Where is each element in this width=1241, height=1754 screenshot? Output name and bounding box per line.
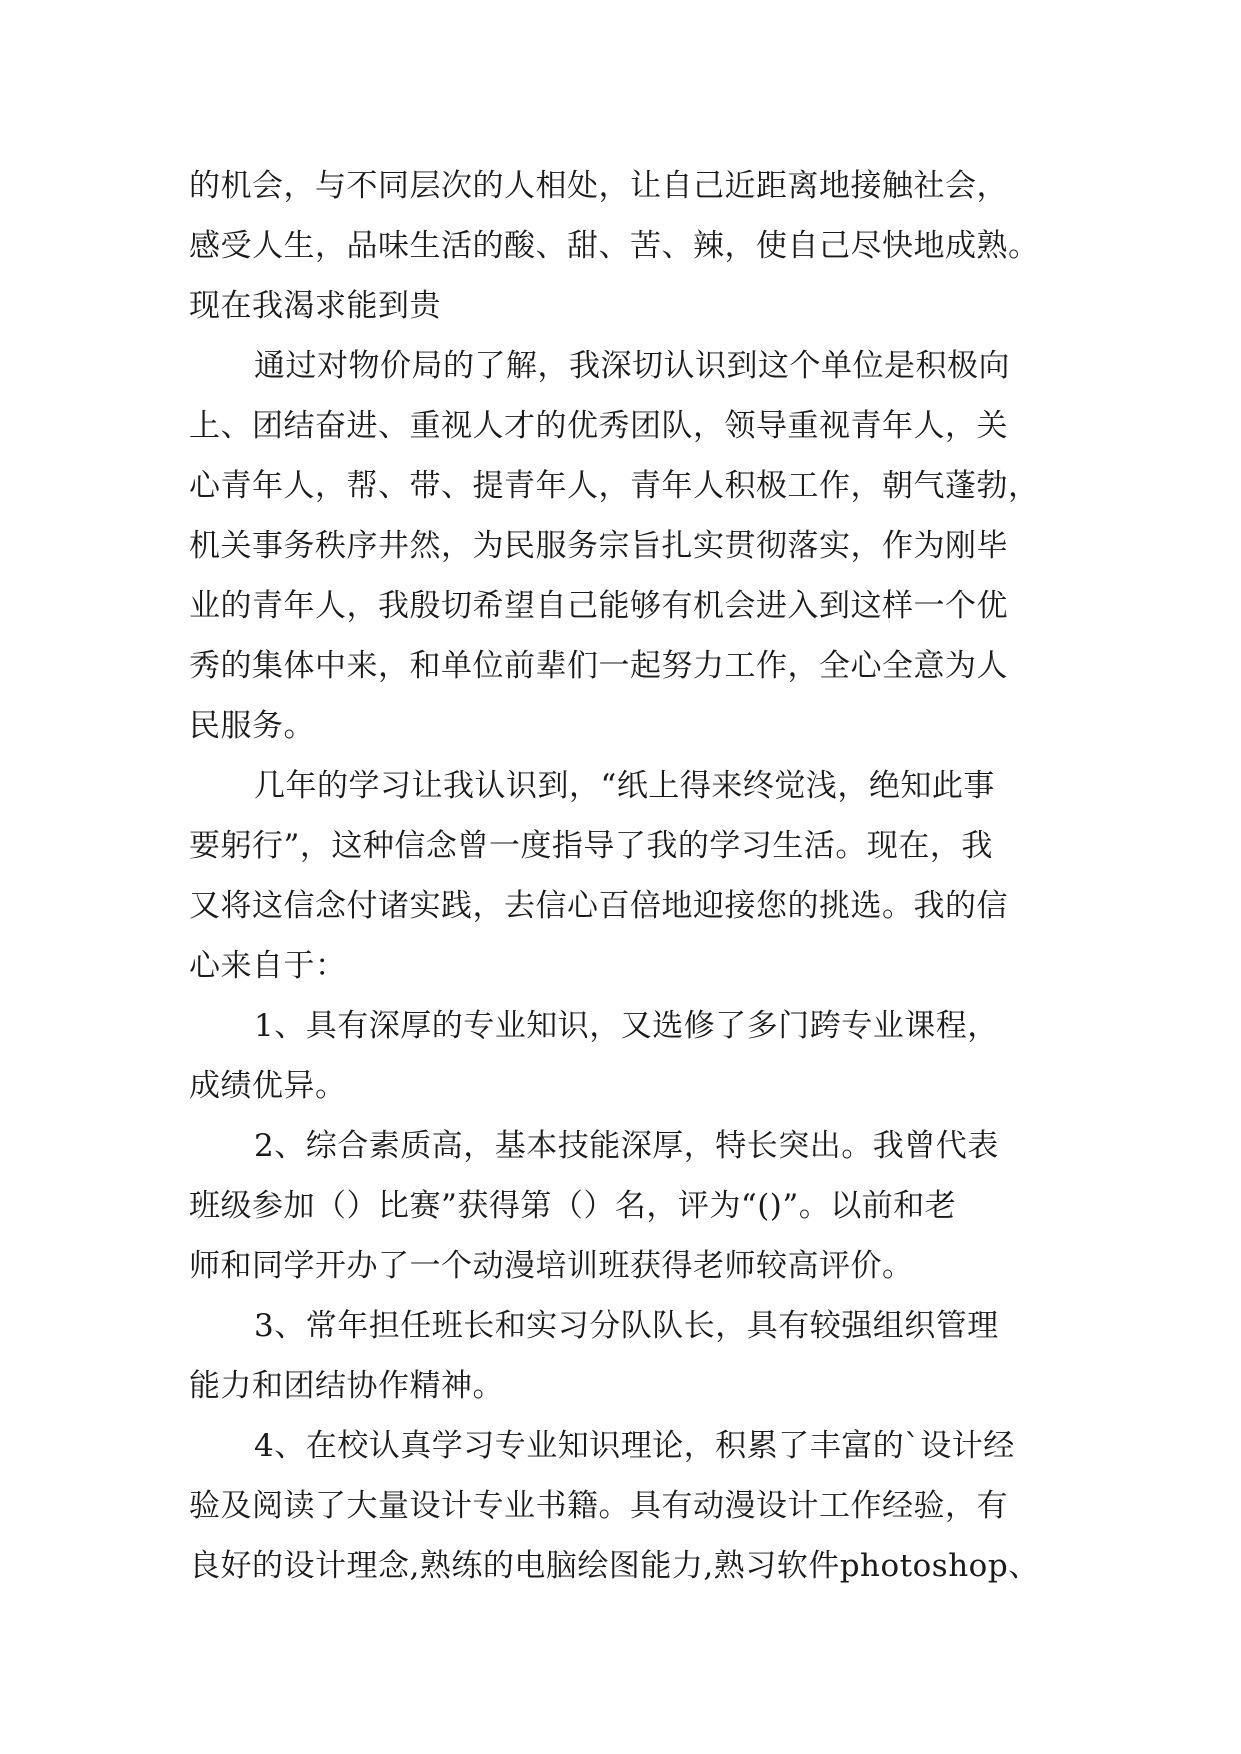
text-line: 师和同学开办了一个动漫培训班获得老师较高评价。 [189,1248,914,1284]
paragraph-first-line: 通过对物价局的了解，我深切认识到这个单位是积极向 [254,348,1010,384]
text-line: 感受人生，品味生活的酸、甜、苦、辣，使自己尽快地成熟。 [189,228,1040,264]
text-line: 机关事务秩序井然，为民服务宗旨扎实贯彻落实，作为刚毕 [189,528,1008,564]
list-item-first-line: 1、具有深厚的专业知识，又选修了多门跨专业课程， [254,1008,999,1044]
text-line: 业的青年人，我殷切希望自己能够有机会进入到这样一个优 [189,588,1008,624]
text-line: 上、团结奋进、重视人才的优秀团队，领导重视青年人，关 [189,408,1008,444]
list-item-first-line: 4、在校认真学习专业知识理论，积累了丰富的`设计经 [254,1428,1015,1464]
text-line: 心青年人，帮、带、提青年人，青年人积极工作，朝气蓬勃， [189,468,1040,504]
text-line: 现在我渴求能到贵 [189,288,441,324]
text-line: 又将这信念付诸实践，去信心百倍地迎接您的挑选。我的信 [189,888,1008,924]
text-line: 成绩优异。 [189,1068,347,1104]
text-line: 要躬行”，这种信念曾一度指导了我的学习生活。现在，我 [189,828,993,864]
text-line: 秀的集体中来，和单位前辈们一起努力工作，全心全意为人 [189,648,1008,684]
text-line: 验及阅读了大量设计专业书籍。具有动漫设计工作经验，有 [189,1488,1008,1524]
text-line: 班级参加（）比赛”获得第（）名，评为“()”。以前和老 [189,1188,957,1224]
list-item-first-line: 2、综合素质高，基本技能深厚，特长突出。我曾代表 [254,1128,999,1164]
paragraph-first-line: 几年的学习让我认识到，“纸上得来终觉浅，绝知此事 [254,768,995,804]
text-line: 能力和团结协作精神。 [189,1368,504,1404]
text-line: 心来自于： [189,948,347,984]
text-line: 民服务。 [189,708,315,744]
text-line: 良好的设计理念,熟练的电脑绘图能力,熟习软件photoshop、 [189,1548,1040,1584]
list-item-first-line: 3、常年担任班长和实习分队队长，具有较强组织管理 [254,1308,999,1344]
text-line: 的机会，与不同层次的人相处，让自己近距离地接触社会， [189,168,1008,204]
